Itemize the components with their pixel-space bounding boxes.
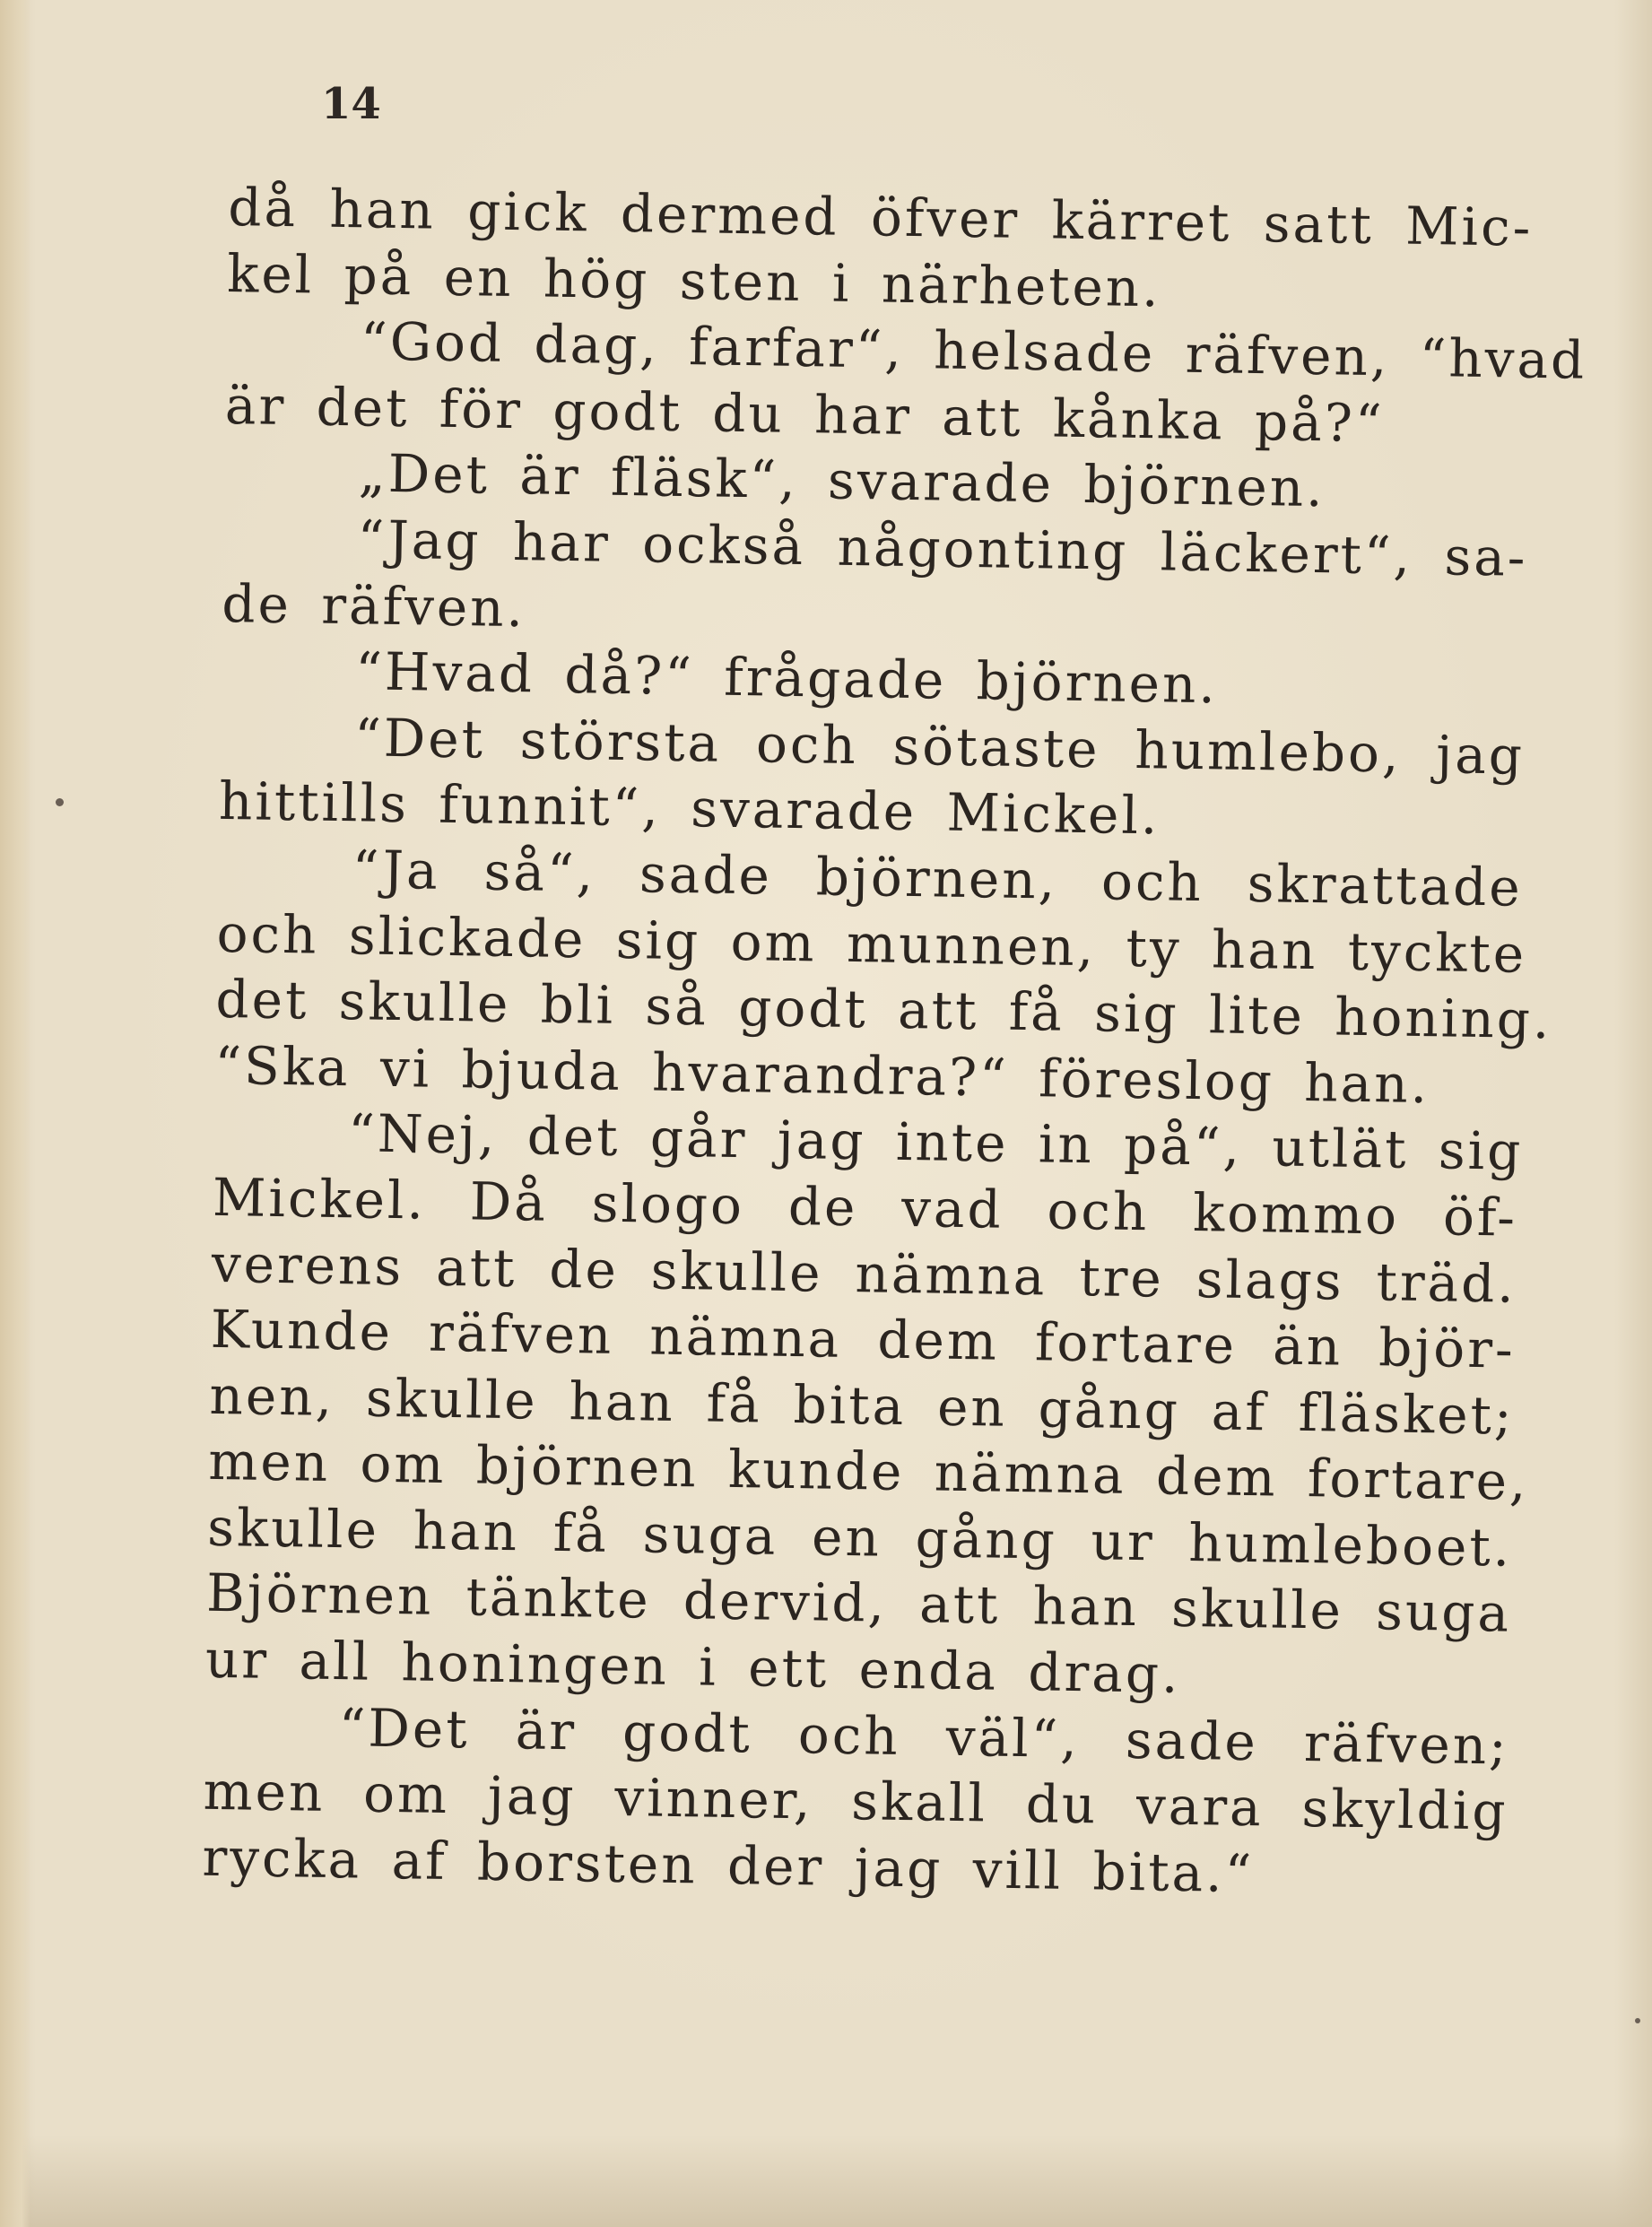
text-line: skulle han få suga en gång ur humleboet. <box>206 1496 1513 1579</box>
body-text <box>202 175 1587 1911</box>
text-line: men om björnen kunde nämna dem fortare, <box>207 1431 1529 1513</box>
ink-speck <box>1635 2018 1640 2023</box>
text-line: men om jag vinner, skall du vara skyldig <box>203 1761 1509 1842</box>
text-line: “Det största och sötaste humlebo, jag <box>353 707 1526 787</box>
text-line: “Nej, det går jag inte in på“, utlät sig <box>347 1102 1524 1183</box>
text-line: och slickade sig om munnen, ty han tyckte <box>216 902 1527 985</box>
text-line: det skulle bli så godt att få sig lite honing. <box>215 969 1552 1051</box>
text-line: ur all honingen i ett enda drag. <box>204 1628 1181 1705</box>
text-line: “Hvad då?“ frågade björnen. <box>354 640 1219 716</box>
text-line: “Det är godt och väl“, sade räfven; <box>338 1696 1510 1777</box>
text-line: “God dag, farfar“, helsade räfven, “hvad <box>360 310 1587 391</box>
text-line: „Det är fläsk“, svarade björnen. <box>358 442 1326 519</box>
text-line: Björnen tänkte dervid, att han skulle suga <box>205 1562 1512 1645</box>
text-line: Kunde räfven nämna dem fortare än björ- <box>210 1298 1517 1380</box>
text-line: verens att de skulle nämna tre slags träd. <box>211 1232 1517 1315</box>
text-line: “Ja så“, sade björnen, och skrattade <box>352 839 1524 918</box>
text-line: de räfven. <box>221 572 526 639</box>
text-line: nen, skulle han få bita en gång af fläsket; <box>209 1364 1515 1447</box>
text-line: är det för godt du har att kånka på?“ <box>224 374 1386 455</box>
page-number: 14 <box>321 79 381 129</box>
text-line: hittills funnit“, svarade Mickel. <box>218 770 1161 847</box>
text-line: då han gick dermed öfver kärret satt Mic- <box>227 176 1534 258</box>
ink-speck <box>56 798 64 806</box>
page-spine-edge <box>0 0 30 2227</box>
text-line: “Ska vi bjuda hvarandra?“ föreslog han. <box>213 1034 1430 1115</box>
text-line: Mickel. Då slogo de vad och kommo öf- <box>212 1166 1518 1248</box>
text-line: “Jag har också någonting läckert“, sa- <box>357 509 1529 588</box>
text-line: kel på en hög sten i närheten. <box>226 242 1162 318</box>
text-line: rycka af borsten der jag vill bita.“ <box>202 1826 1255 1905</box>
